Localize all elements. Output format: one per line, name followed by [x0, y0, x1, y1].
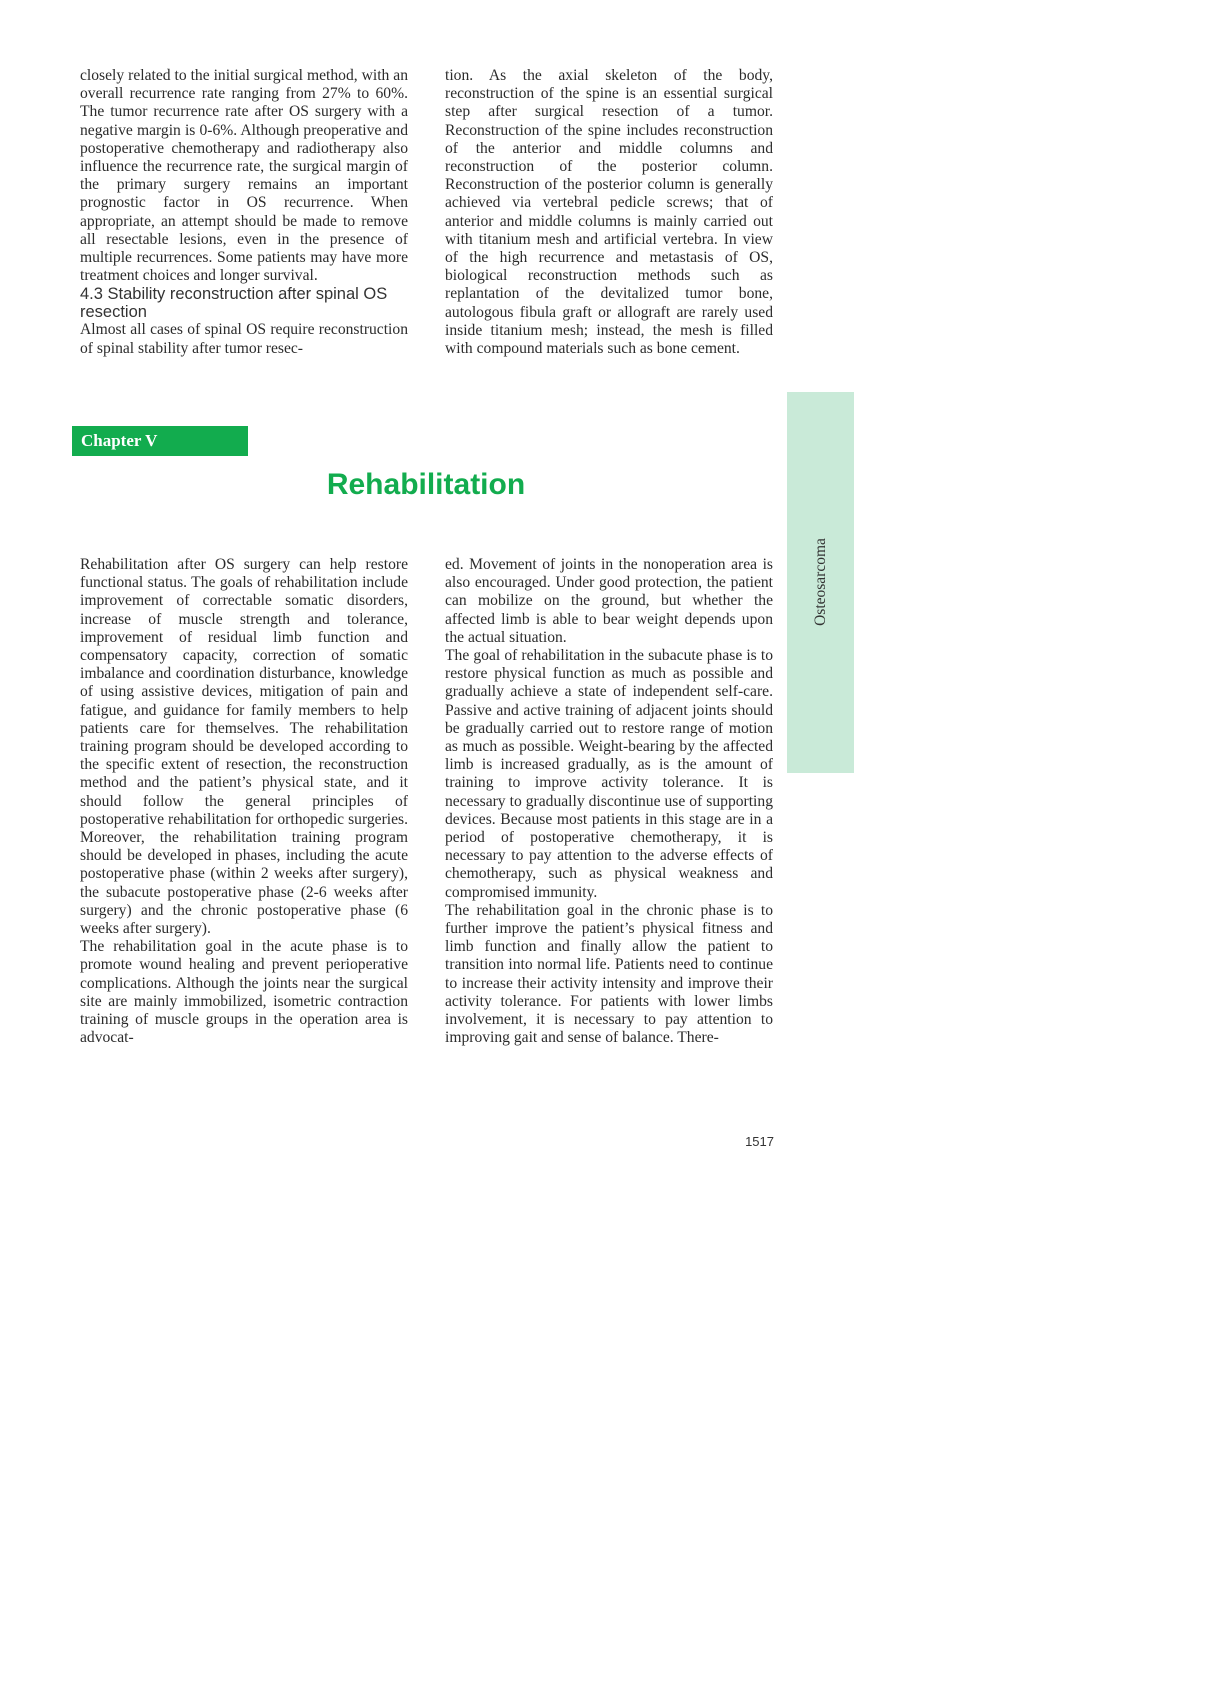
paragraph: The rehabilitation goal in the acute phase is to promote wound healing and prevent perioperative complications. Although the joints near the surgical site are mainly immobilized, isometric contraction training of muscle groups in the operation area is advocat-: [80, 938, 408, 1047]
paragraph: Rehabilitation after OS surgery can help restore functional status. The goals of rehabilitation include improvement of correctable somatic disorders, increase of muscle strength and tolerance, improvement of residual limb function and compensatory capacity, correction of somatic imbalance and coordination disturbance, knowledge of using assistive devices, mitigation of pain and fatigue, and guidance for family members to help patients care for themselves. The rehabilitation training program should be developed according to the specific extent of resection, the reconstruction method and the patient’s physical state, and it should follow the general principles of postoperative rehabilitation for orthopedic surgeries. Moreover, the rehabilitation training program should be developed in phases, including the acute postoperative phase (within 2 weeks after surgery), the subacute postoperative phase (2-6 weeks after surgery) and the chronic postoperative phase (6 weeks after surgery).: [80, 556, 408, 938]
paragraph: Almost all cases of spinal OS require reconstruction of spinal stability after tumor resec-: [80, 321, 408, 357]
top-right-column: [445, 67, 773, 358]
chapter-label-banner: Chapter V: [72, 426, 248, 456]
side-tab: [787, 392, 854, 773]
top-left-column: [80, 67, 408, 358]
paragraph: The goal of rehabilitation in the subacute phase is to restore physical function as much as possible and gradually achieve a state of independent self-care. Passive and active training of adjacent joints should be gradually carried out to restore range of motion as much as possible. Weight-bearing by the affected limb is increased gradually, as is the amount of training to improve activity tolerance. It is necessary to gradually discontinue use of supporting devices. Because most patients in this stage are in a period of postoperative chemotherapy, it is necessary to pay attention to the adverse effects of chemotherapy, such as physical weakness and compromised immunity.: [445, 647, 773, 901]
paragraph: tion. As the axial skeleton of the body, reconstruction of the spine is an essential surgical step after surgical resection of a tumor. Reconstruction of the spine includes reconstruction of the anterior and middle columns and reconstruction of the posterior column. Reconstruction of the posterior column is generally achieved via vertebral pedicle screws; that of anterior and middle columns is mainly carried out with titanium mesh and artificial vertebra. In view of the high recurrence and metastasis of OS, biological reconstruction methods such as replantation of the devitalized tumor bone, autologous fibula graft or allograft are rarely used inside titanium mesh; instead, the mesh is filled with compound materials such as bone cement.: [445, 67, 773, 358]
bottom-right-column: [445, 556, 773, 1047]
page-number: 1517: [745, 1134, 774, 1149]
paragraph: The rehabilitation goal in the chronic phase is to further improve the patient’s physical fitness and limb function and finally allow the patient to transition into normal life. Patients need to continue to increase their activity intensity and improve their activity tolerance. For patients with lower limbs involvement, it is necessary to pay attention to improving gait and sense of balance. There-: [445, 901, 773, 1047]
section-heading: 4.3 Stability reconstruction after spinal OS resection: [80, 285, 388, 322]
side-tab-label: Osteosarcoma: [811, 538, 829, 626]
paragraph: ed. Movement of joints in the nonoperation area is also encouraged. Under good protection, the patient can mobilize on the ground, but whether the affected limb is able to bear weight depends upon the actual situation.: [445, 556, 773, 646]
bottom-left-column: [80, 556, 408, 1047]
paragraph: closely related to the initial surgical method, with an overall recurrence rate ranging from 27% to 60%. The tumor recurrence rate after OS surgery with a negative margin is 0-6%. Although preoperative and postoperative chemotherapy and radiotherapy also influence the recurrence rate, the surgical margin of the primary surgery remains an important prognostic factor in OS recurrence. When appropriate, an attempt should be made to remove all resectable lesions, even in the presence of multiple recurrences. Some patients may have more treatment choices and longer survival.: [80, 67, 408, 285]
chapter-title: Rehabilitation: [326, 468, 526, 501]
